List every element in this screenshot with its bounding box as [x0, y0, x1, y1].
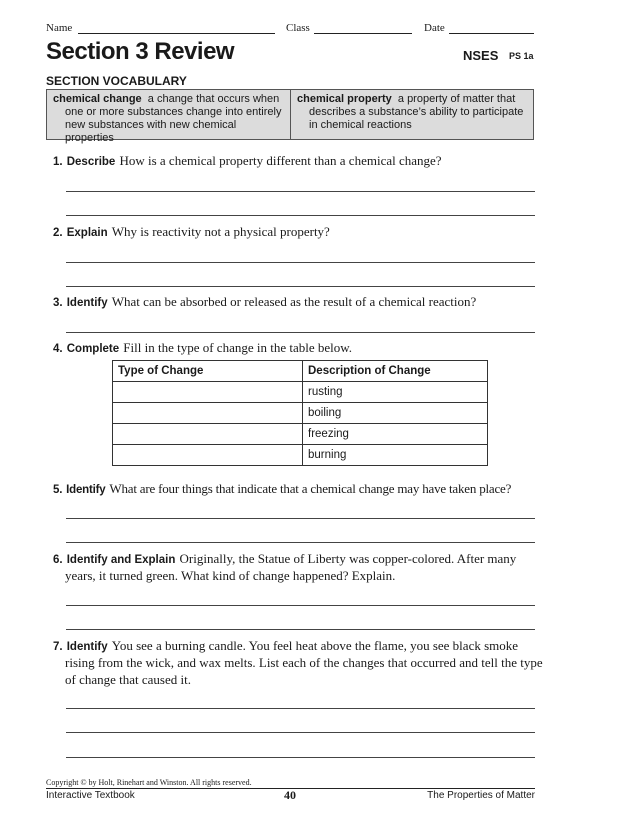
- question-verb: Identify: [66, 641, 108, 653]
- table-header-row: [113, 361, 488, 382]
- answer-line[interactable]: [66, 191, 535, 192]
- vocabulary-box: [46, 89, 534, 144]
- question-1: [53, 153, 442, 170]
- question-verb: Identify and Explain: [66, 554, 176, 566]
- question-verb: Describe: [66, 156, 116, 168]
- question-number: 5.: [53, 484, 63, 496]
- vocab-definition: a change that occurs when one or more substances change into entirely new substances with new chemical properties: [65, 93, 282, 144]
- question-text: What are four things that indicate that a chemical change may have taken place?: [109, 481, 512, 496]
- question-text: What can be absorbed or released as the result of a chemical reaction?: [111, 294, 477, 309]
- table-row: [113, 424, 488, 445]
- nses-label: NSES: [463, 48, 499, 63]
- class-label: Class: [286, 22, 310, 34]
- question-text: How is a chemical property different than a chemical change?: [119, 153, 442, 168]
- question-number: 2.: [53, 227, 63, 239]
- question-3: [53, 294, 476, 311]
- question-verb: Identify: [66, 484, 106, 496]
- question-verb: Explain: [66, 227, 108, 239]
- class-field[interactable]: [314, 33, 412, 34]
- change-types-table: [112, 360, 488, 466]
- footer-chapter-title: The Properties of Matter: [427, 790, 535, 801]
- question-4: [53, 340, 352, 357]
- date-label: Date: [424, 22, 445, 34]
- description-cell: rusting: [303, 382, 488, 403]
- vocab-definition: a property of matter that describes a substance’s ability to participate in chemical reactions: [309, 93, 524, 131]
- name-label: Name: [46, 22, 73, 34]
- question-text: Why is reactivity not a physical property?: [111, 224, 330, 239]
- table-header: Type of Change: [113, 361, 303, 382]
- student-info-line: [46, 22, 592, 36]
- question-number: 4.: [53, 343, 63, 355]
- page-number: 40: [284, 788, 296, 802]
- date-field[interactable]: [449, 33, 534, 34]
- table-header: Description of Change: [303, 361, 488, 382]
- answer-line[interactable]: [66, 332, 535, 333]
- type-of-change-cell[interactable]: [113, 445, 303, 466]
- standard-code: PS 1a: [509, 51, 534, 61]
- question-text: Originally, the Statue of Liberty was copper-colored. After many years, it turned green. What kind of change happened? Explain.: [65, 551, 517, 583]
- vocab-term: chemical change: [53, 93, 142, 105]
- answer-line[interactable]: [66, 262, 535, 263]
- question-number: 7.: [53, 641, 63, 653]
- vocab-item-chemical-change: [47, 90, 291, 144]
- answer-line[interactable]: [66, 732, 535, 733]
- description-cell: boiling: [303, 403, 488, 424]
- answer-line[interactable]: [66, 286, 535, 287]
- question-text: You see a burning candle. You feel heat above the flame, you see black smoke rising from the wick, and wax melts. List each of the changes that occurred and tell the type of change that caused it.: [65, 638, 543, 687]
- answer-line[interactable]: [66, 629, 535, 630]
- answer-line[interactable]: [66, 518, 535, 519]
- vocab-term: chemical property: [297, 93, 392, 105]
- question-number: 3.: [53, 297, 63, 309]
- answer-line[interactable]: [66, 757, 535, 758]
- description-cell: burning: [303, 445, 488, 466]
- table-row: [113, 403, 488, 424]
- name-field[interactable]: [78, 33, 275, 34]
- type-of-change-cell[interactable]: [113, 424, 303, 445]
- table-row: [113, 382, 488, 403]
- table-row: [113, 445, 488, 466]
- page-title: Section 3 Review: [46, 38, 235, 65]
- answer-line[interactable]: [66, 542, 535, 543]
- question-number: 6.: [53, 554, 63, 566]
- question-verb: Identify: [66, 297, 108, 309]
- description-cell: freezing: [303, 424, 488, 445]
- vocabulary-heading: SECTION VOCABULARY: [46, 74, 187, 88]
- question-6: [53, 551, 547, 585]
- question-7: [53, 638, 547, 689]
- answer-line[interactable]: [66, 708, 535, 709]
- answer-line[interactable]: [66, 605, 535, 606]
- answer-line[interactable]: [66, 215, 535, 216]
- question-5: [53, 481, 511, 498]
- vocab-item-chemical-property: [291, 90, 533, 139]
- question-text: Fill in the type of change in the table below.: [123, 340, 353, 355]
- question-number: 1.: [53, 156, 63, 168]
- question-verb: Complete: [66, 343, 120, 355]
- copyright-notice: Copyright © by Holt, Rinehart and Winston. All rights reserved.: [46, 778, 252, 787]
- question-2: [53, 224, 330, 241]
- type-of-change-cell[interactable]: [113, 382, 303, 403]
- footer-book-title: Interactive Textbook: [46, 790, 135, 801]
- type-of-change-cell[interactable]: [113, 403, 303, 424]
